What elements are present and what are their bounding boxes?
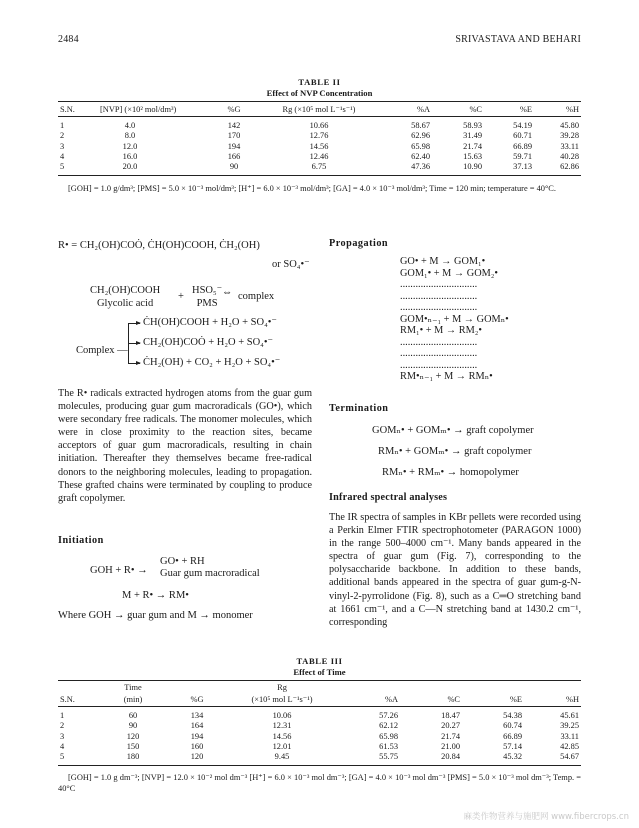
table-cell: 57.26	[379, 711, 398, 720]
propagation-line: GOM•ₙ₋₁ + M → GOMₙ•	[400, 313, 509, 325]
propagation-line: ..............................	[400, 336, 478, 348]
table-row	[58, 152, 581, 162]
table-cell: 3	[60, 731, 65, 741]
table3-label: TABLE III	[296, 656, 343, 666]
glycolic-acid-formula: CH₂(OH)COOH	[90, 285, 161, 296]
table3-header-h: %H	[565, 695, 579, 704]
table3-header-top-sn	[58, 681, 98, 693]
table-cell: 120	[126, 731, 140, 741]
table2-header-a: %A	[380, 102, 432, 117]
propagation-line: RM•ₙ₋₁ + M → RMₙ•	[400, 371, 493, 382]
table3-header-c: %C	[447, 695, 460, 704]
table3-header-top-time: Time	[124, 683, 142, 692]
table2-label: TABLE II	[298, 77, 341, 87]
table-cell: 180	[98, 752, 168, 766]
table3-header-g: %G	[190, 695, 204, 704]
table-cell: 45.32	[462, 752, 524, 766]
table-cell: 62.96	[411, 131, 430, 141]
table2-header-sn: S.N.	[58, 102, 98, 117]
radical-equation: R• = CH₂(OH)COȮ, ĊH(OH)COOH, ĊH₂(OH)	[58, 240, 260, 251]
table-cell: 21.00	[441, 741, 460, 751]
table3-footnote: [GOH] = 1.0 g dm⁻³; [NVP] = 12.0 × 10⁻² mol dm⁻³ [H⁺] = 6.0 × 10⁻³ mol dm⁻³; [GA] = 4.0 × 10⁻³ mol dm⁻³ [PMS] = 5.0 × 10⁻³ mol dm⁻³; Temp. = 40°C	[58, 773, 581, 793]
table-cell: 120	[168, 752, 226, 766]
table-cell: 12.76	[309, 131, 329, 141]
table-row	[58, 707, 581, 722]
propagation-line: ..............................	[400, 348, 478, 359]
table3-header-top-rg: Rg	[277, 683, 287, 692]
table-row	[58, 131, 581, 141]
radical-equation-cont: or SO₄•⁻	[272, 259, 310, 270]
table-cell: 60.74	[503, 721, 522, 731]
ir-paragraph: The IR spectra of samples in KBr pellets were recorded using a Perkin Elmer FTIR spectrophotometer (PARAGON 1000) in the range 500–4000 cm⁻¹. Many bands appeared in the spectra of guar gum (Fig. 7), corresponding to the polysaccharide backbone. In addition to these bands, additional bands appeared in the spectra of guar gum-g-N-vinyl-2-pyrrolidone (Fig. 8), such as a C═O stretching band at 1661 cm⁻¹, and a C—N stretching band at 1430.2 cm⁻¹, corresponding	[329, 512, 581, 628]
table-row	[58, 142, 581, 152]
equilibrium-arrow: ⇔	[222, 287, 233, 298]
table-cell: 20.0	[98, 162, 210, 176]
table2	[58, 101, 581, 176]
initiation-lhs: GOH + R• →	[90, 565, 148, 576]
table-cell: 31.49	[463, 131, 482, 141]
table-cell: 90	[210, 162, 258, 176]
table-cell: 33.11	[560, 141, 579, 151]
table-cell: 9.45	[226, 752, 338, 766]
table3	[58, 680, 581, 766]
initiation-product-top: GO• + RH	[160, 556, 205, 567]
table-cell: 4	[60, 151, 65, 161]
table2-header-e: %E	[484, 102, 534, 117]
propagation-line: GO• + M → GOM₁•	[400, 256, 486, 267]
table3-header-e: %E	[509, 695, 522, 704]
table2-header-rg: Rg (×10⁵ mol L⁻¹s⁻¹)	[258, 102, 380, 117]
table-cell: 21.74	[441, 731, 460, 741]
propagation-line: GOM₁• + M → GOM₂•	[400, 267, 499, 279]
table-cell: 10.90	[432, 162, 484, 176]
page-number: 2484	[58, 34, 79, 45]
table-cell: 2	[60, 721, 65, 731]
table3-title: Effect of Time	[293, 667, 346, 677]
table2-header-g: %G	[210, 102, 258, 117]
table2-header-c: %C	[432, 102, 484, 117]
table2-caption	[58, 77, 581, 99]
table-row	[58, 732, 581, 742]
initiation-note: Where GOH → guar gum and M → monomer	[58, 610, 253, 621]
propagation-heading: Propagation	[329, 238, 389, 249]
initiation-heading: Initiation	[58, 535, 104, 546]
table-cell: 54.67	[524, 752, 581, 766]
table-cell: 18.47	[441, 711, 460, 720]
complex-arrow-3	[128, 363, 140, 364]
table-cell: 10.06	[272, 711, 292, 720]
table-cell: 2	[60, 131, 65, 141]
propagation-line: ..............................	[400, 290, 478, 302]
table-row	[58, 117, 581, 132]
table-row	[58, 721, 581, 731]
table-cell: 12.01	[272, 741, 292, 751]
initiation-products	[160, 556, 260, 580]
table-cell: 58.93	[463, 121, 482, 130]
table-cell: 4.0	[124, 121, 136, 130]
complex-arrow-1	[128, 323, 140, 324]
table-cell: 62.86	[534, 162, 581, 176]
pms-term	[192, 284, 222, 310]
table-cell: 3	[60, 141, 65, 151]
complex-product-2: CH₂(OH)COȮ + H₂O + SO₄•⁻	[143, 337, 274, 348]
table-cell: 5	[58, 752, 98, 766]
table-cell: 66.89	[503, 731, 522, 741]
pms-formula: HSO₅⁻	[192, 285, 223, 296]
running-title: SRIVASTAVA AND BEHARI	[455, 34, 581, 45]
complex-term: complex	[238, 291, 275, 302]
table3-header-top-g	[168, 681, 226, 693]
table-cell: 21.74	[463, 141, 482, 151]
termination-line-1: GOMₙ• + GOMₘ• → graft copolymer	[372, 425, 534, 436]
table2-header-nvp: [NVP] (×10² mol/dm³)	[98, 102, 210, 117]
propagation-line: ..............................	[400, 359, 478, 371]
table-cell: 1	[60, 711, 65, 720]
table-cell: 55.75	[338, 752, 400, 766]
table-cell: 14.56	[272, 731, 292, 741]
table-cell: 62.12	[379, 721, 398, 731]
table-cell: 39.28	[560, 131, 579, 141]
table-cell: 1	[60, 121, 65, 130]
table-cell: 8.0	[124, 131, 136, 141]
pms-label: PMS	[196, 298, 218, 309]
table-row	[58, 162, 581, 176]
table-row	[58, 752, 581, 766]
table-cell: 142	[227, 121, 241, 130]
table-cell: 166	[227, 151, 241, 161]
table-cell: 4	[60, 741, 65, 751]
initiation-product-bottom: Guar gum macroradical	[160, 568, 260, 579]
table-cell: 12.46	[309, 151, 329, 161]
table-cell: 164	[190, 721, 204, 731]
table-cell: 14.56	[309, 141, 329, 151]
table-cell: 170	[227, 131, 241, 141]
table2-title: Effect of NVP Concentration	[266, 88, 373, 98]
plus-sign: +	[178, 291, 184, 302]
table-cell: 90	[128, 721, 138, 731]
table-cell: 33.11	[560, 731, 579, 741]
table-cell: 47.36	[380, 162, 432, 176]
table-cell: 39.25	[560, 721, 579, 731]
table-cell: 20.27	[441, 721, 460, 731]
table-cell: 150	[126, 741, 140, 751]
complex-product-3: ĊH₂(OH) + CO₂ + H₂O + SO₄•⁻	[143, 357, 281, 368]
table3-header-sn: S.N.	[60, 695, 75, 704]
table-cell: 12.0	[122, 141, 138, 151]
ir-heading: Infrared spectral analyses	[329, 492, 448, 503]
propagation-equations	[400, 256, 509, 383]
table-cell: 194	[190, 731, 204, 741]
table-cell: 60	[128, 711, 138, 720]
table-cell: 134	[190, 711, 204, 720]
propagation-line: RM₁• + M → RM₂•	[400, 325, 482, 336]
termination-line-2: RMₙ• + GOMₘ• → graft copolymer	[378, 446, 532, 457]
table-cell: 66.89	[513, 141, 532, 151]
table-cell: 37.13	[484, 162, 534, 176]
table-cell: 12.31	[272, 721, 292, 731]
table-cell: 60.71	[513, 131, 532, 141]
table-cell: 62.40	[411, 151, 430, 161]
table3-header-time: (min)	[123, 695, 143, 704]
table-cell: 54.19	[513, 121, 532, 130]
table3-header-a: %A	[384, 695, 398, 704]
complex-label: Complex —	[76, 345, 128, 356]
table3-header-rg: (×10⁵ mol L⁻¹s⁻¹)	[251, 695, 313, 704]
complex-arrow-2	[128, 343, 140, 344]
glycolic-acid-label: Glycolic acid	[96, 298, 154, 309]
table-cell: 15.63	[463, 151, 482, 161]
table3-body	[58, 707, 581, 766]
propagation-line: ..............................	[400, 302, 478, 313]
initiation-equation-2: M + R• → RM•	[122, 590, 189, 601]
table-cell: 65.98	[379, 731, 398, 741]
table-cell: 10.66	[309, 121, 329, 130]
glycolic-acid-term	[90, 284, 160, 310]
table-cell: 58.67	[411, 121, 430, 130]
table-cell: 16.0	[122, 151, 138, 161]
table-cell: 5	[58, 162, 98, 176]
table-row	[58, 742, 581, 752]
table-cell: 45.80	[560, 121, 579, 130]
table-cell: 160	[190, 741, 204, 751]
table-cell: 65.98	[411, 141, 430, 151]
table-cell: 59.71	[513, 151, 532, 161]
propagation-line: ..............................	[400, 279, 478, 290]
table-cell: 54.38	[503, 711, 522, 720]
table-cell: 20.84	[400, 752, 462, 766]
watermark: 麻类作物营养与施肥网 www.fibercrops.cn	[463, 812, 629, 822]
table-cell: 194	[227, 141, 241, 151]
table2-header-h: %H	[534, 102, 581, 117]
table-cell: 61.53	[379, 741, 398, 751]
table3-caption	[58, 656, 581, 678]
table-cell: 45.61	[560, 711, 579, 720]
complex-product-1: ĊH(OH)COOH + H₂O + SO₄•⁻	[143, 317, 277, 328]
table2-body	[58, 117, 581, 176]
termination-line-3: RMₙ• + RMₘ• → homopolymer	[382, 467, 519, 478]
table-cell: 6.75	[258, 162, 380, 176]
radicals-paragraph: The R• radicals extracted hydrogen atoms from the guar gum molecules, producing guar gum macroradicals (GO•), which were secondary free radicals. The monomer molecules, which were in close proximity to the reaction sites, became acceptors of guar gum macroradicals, resulting in chain initiation. Thereafter they themselves became free-radical donors to the neighboring molecules, leading to propagation. These grafted chains were terminated by coupling to produce graft copolymer.	[58, 388, 312, 504]
table2-footnote: [GOH] = 1.0 g/dm³; [PMS] = 5.0 × 10⁻³ mol/dm³; [H⁺] = 6.0 × 10⁻³ mol/dm³; [GA] = 4.0 × 10⁻³ mol/dm³; Time = 120 min; temperature = 40°C.	[68, 184, 556, 193]
table-cell: 40.28	[560, 151, 579, 161]
table-cell: 57.14	[503, 741, 522, 751]
termination-heading: Termination	[329, 403, 389, 414]
table-cell: 42.85	[560, 741, 579, 751]
